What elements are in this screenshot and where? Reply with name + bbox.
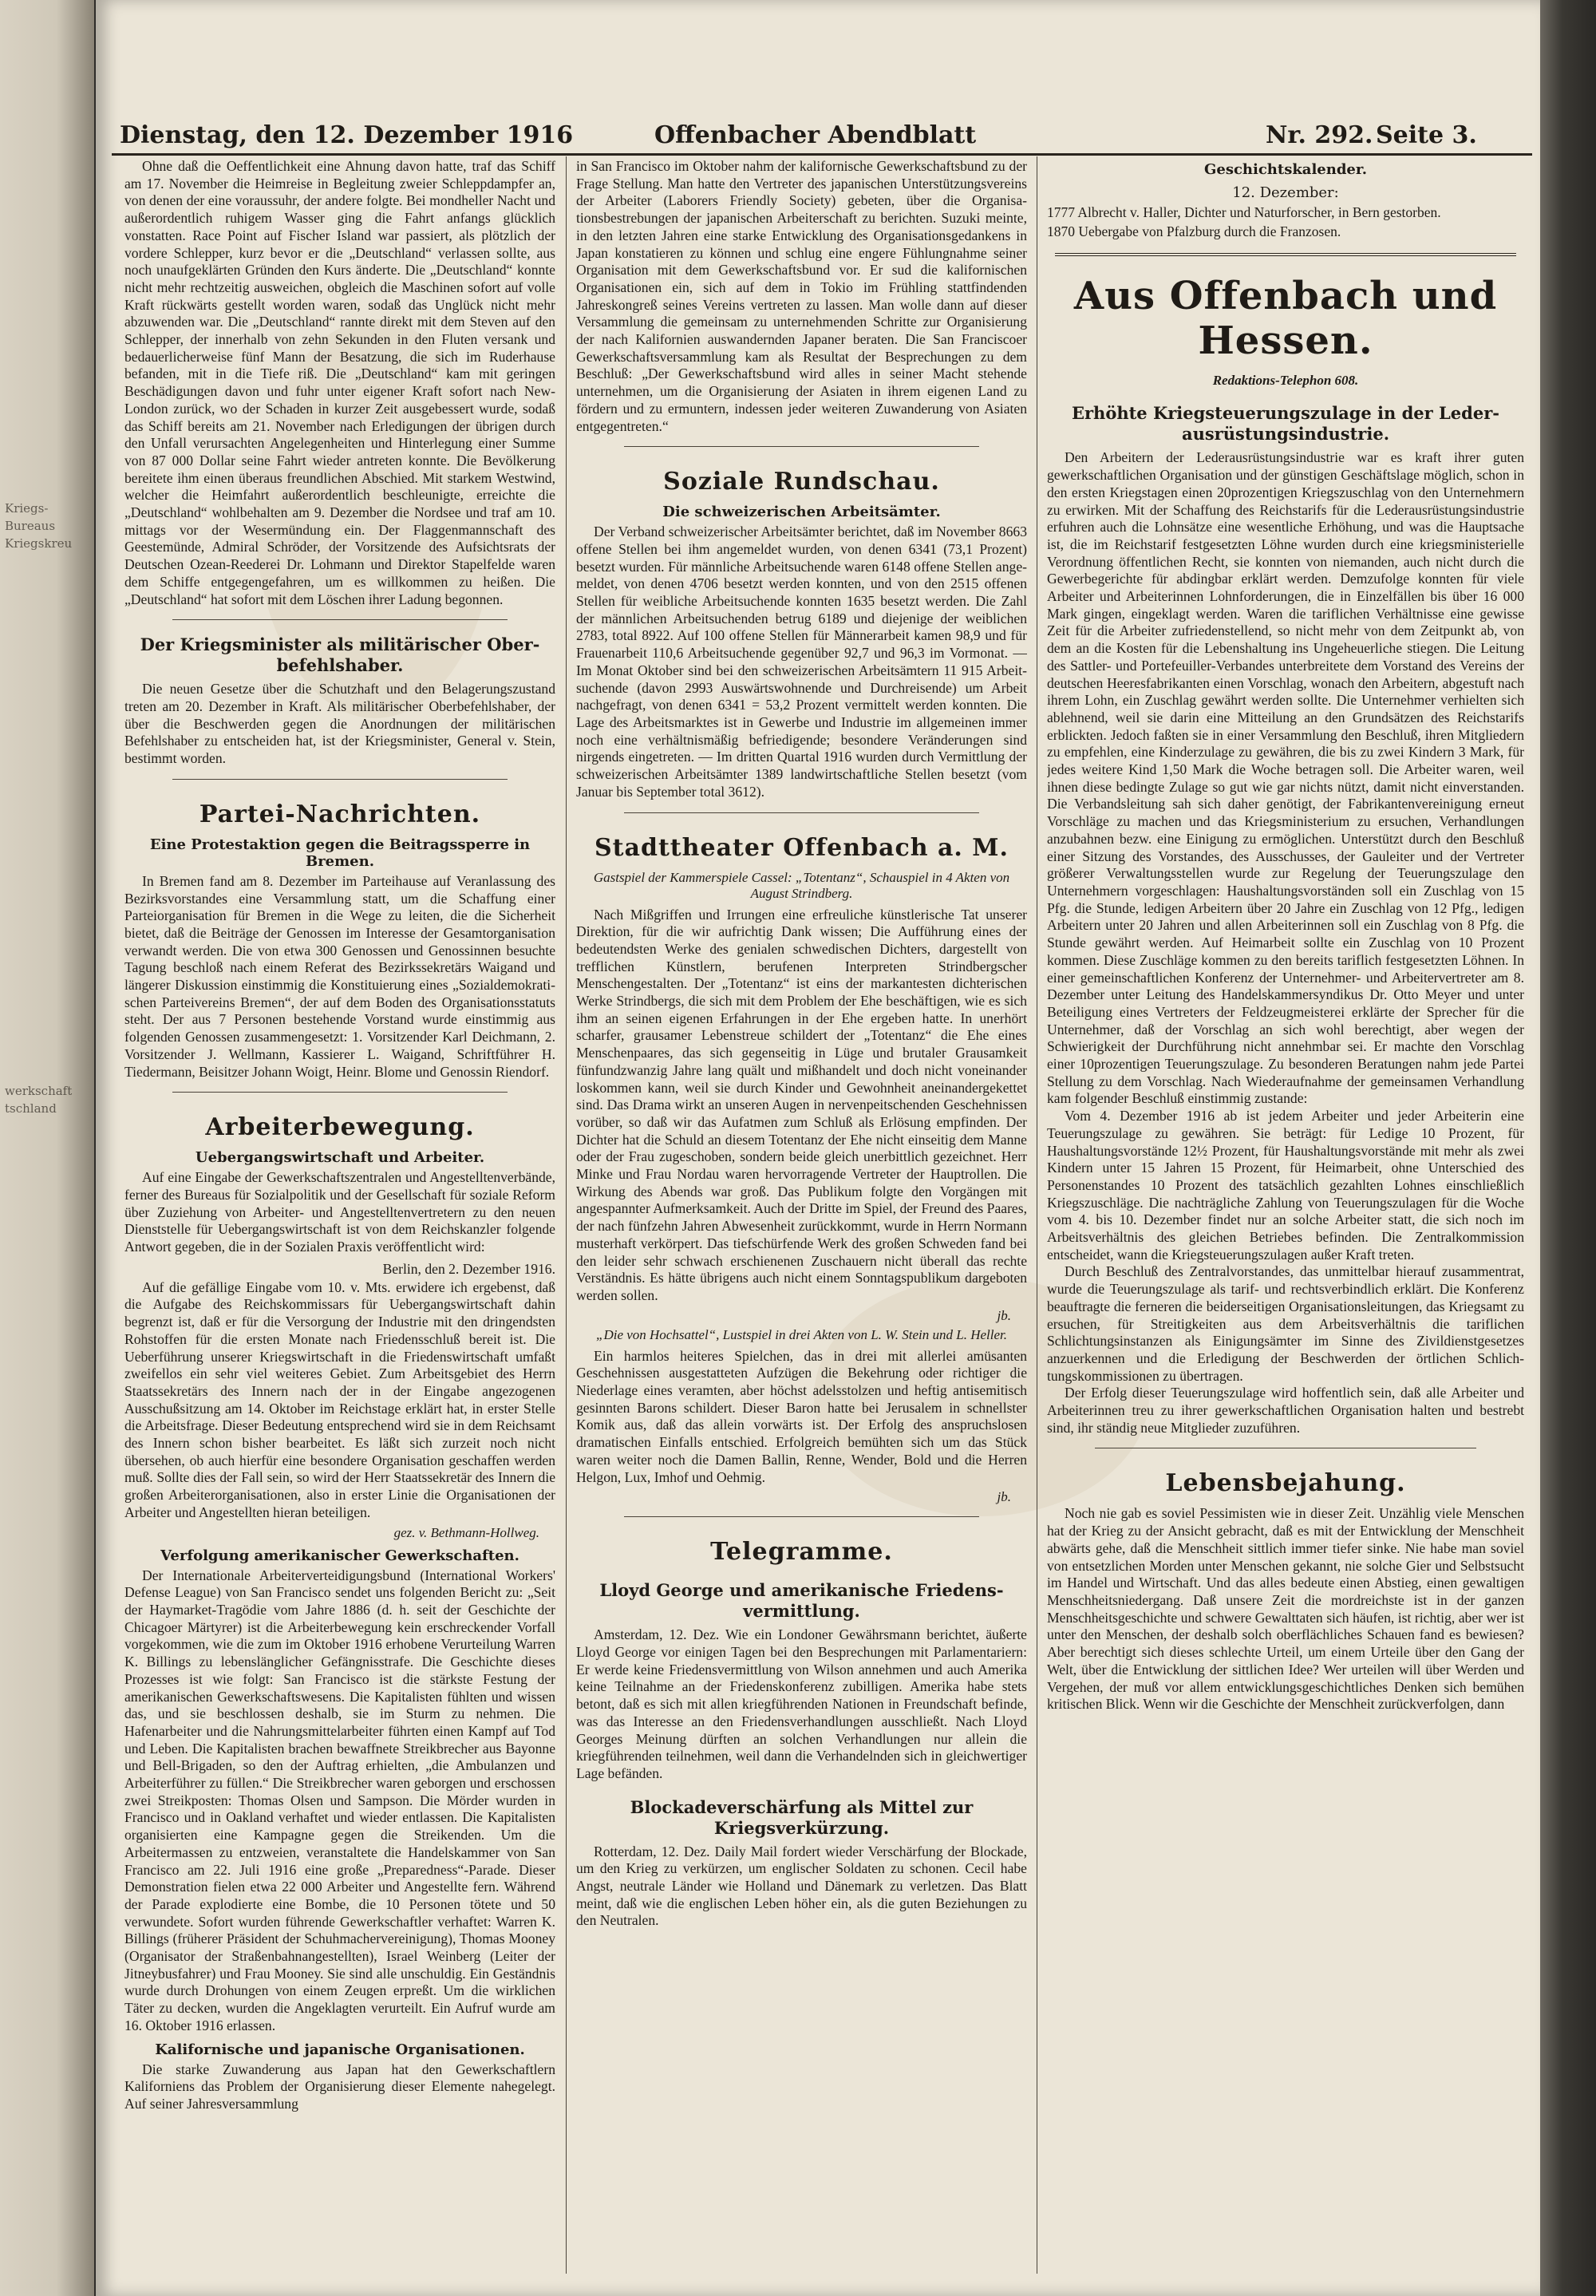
- column-rule: [566, 156, 567, 2274]
- section-divider: [1055, 253, 1516, 256]
- article-text: Der Verband schweizerischer Arbeitsämter berichtet, daß im November 8663 offene Stellen bei ihm angemeldet wurden, von denen 6341 (73,1 Prozent) besetzt wurden. Für männliche Arbeitsuchende waren 6148 offene Stellen angemeldet, von denen 4706 besetzt werden konnten, und von den 2515 offenen Stellen für weibliche Arbeitsuchende konnten 1635 besetzt werden. Die Zahl der männlichen Arbeitsuchenden betrug 6189 und diejenige der weiblichen 2783, total 8922. Auf 100 offene Stellen für Männerarbeit kamen 98,9 und für Frauenarbeit 110,6 Arbeitsuchende gegenüber 92,7 und 96,3 im Vormonat. — Im Monat Oktober sind bei den schweizerischen Arbeitsämtern 11 915 Arbeitsuchende (davon 2993 Auswärtswohnende und Durchreisende) um Arbeit nachgefragt, von denen 6341 = 53,2 Prozent vermittelt werden konnten. Die Lage des Arbeitsmarktes ist in Gewerbe und Industrie im allgemeinen immer noch eine verhältnismäßig befriedigende; besondere Veränderungen sind nirgends eingetreten. — Im dritten Quartal 1916 wurden durch Vermittlung der schweizerischen Arbeitsämter 1389 landwirtschaftliche Stellen besetzt (vom Januar bis September total 3612).: [576, 524, 1027, 800]
- section-divider: [624, 812, 979, 813]
- subheading: Die schweizerischen Arbeitsämter.: [662, 504, 941, 521]
- header-rule: [112, 153, 1532, 156]
- section-divider: [624, 446, 979, 447]
- headline-partei: Partei-Nachrichten.: [199, 800, 481, 828]
- adjacent-fragment: tschland: [5, 1101, 57, 1116]
- subheading: „Die von Hochsattel“, Lustspiel in drei Akten von L. W. Stein und L. Heller.: [595, 1326, 1007, 1342]
- article-text: Die starke Zuwanderung aus Japan hat den Gewerkschaftlern Kaliforniens das Problem der Organisierung dieser Elemente nahegelegt. Auf seiner Jahresversammlung: [124, 2061, 555, 2112]
- section-divider: [172, 619, 508, 620]
- adjacent-fragment: Kriegskreu: [5, 536, 73, 551]
- column-3: [1047, 158, 1524, 2273]
- article-text: In Bremen fand am 8. Dezember im Parteihause auf Veranlassung des Bezirksvorstandes eine Versammlung statt, um die Schaffung einer Parteiorganisation für Bremen in die Wege zu leiten, die die Sicherheit bietet, daß die Beiträge der Genossen im Interesse der Gesamtorganisation verwandt werden. Die von etwa 300 Genossen und Genossinnen besuchte Tagung beschloß nach einem Referat des Bezirkssekretärs Waigand und längerer Diskussion einstimmig die Konstituierung eines „Sozialdemokratischen Parteivereins Bremen“, der auf dem Boden des Organisationsstatuts steht. Der aus 7 Personen bestehende Vorstand wurde einstimmig aus folgenden Genossen zusammengesetzt: 1. Vorsitzender Karl Deichmann, 2. Vorsitzender J. Wellmann, Kassierer L. Waigand, Schriftführer H. Tiedermann, Beisitzer Johann Woigt, Heinr. Blome und Genossin Riendorf.: [124, 872, 555, 1080]
- subheading: Verfolgung amerikanischer Gewerkschaften.: [160, 1547, 519, 1564]
- calendar-date: 12. Dezember:: [1232, 184, 1339, 201]
- article-text: Auf eine Eingabe der Gewerkschaftszentralen und Angestelltenverbände, ferner des Bureaus für Sozialpolitik und der Gesellschaft für soziale Reform über Zuziehung von Arbeiter- und Angestelltenvertretern zu den neuen Dienststelle für Uebergangswirtschaft ist von dem Reichskanzler folgende Antwort gegeben, die in der Sozialen Praxis veröffentlicht wird:: [124, 1169, 555, 1255]
- article-text: Durch Beschluß des Zentralvorstandes, das unmittelbar hierauf zusammentrat, wurde die Teuerungszulage als tarif- und rechtsverbindlich erklärt. Die Konferenz beauftragte die ferneren die beiderseitigen Organisationsleitungen, das Kriegsamt zu ersuchen, für Streitigkeiten aus dem Arbeitsverhältnis die tariflichen Schlichtungsinstanzen als Einigungsämter im Sinne des Zivildienstgesetzes anzuerkennen und die Erledigung der Beschwerden der örtlichen Schlichtungskommissionen zu übertragen.: [1047, 1263, 1524, 1384]
- headline-stadttheater: Stadttheater Offenbach a. M.: [595, 833, 1009, 862]
- headline-lloyd-george: Lloyd George und amerikanische Friedensvermittlung.: [599, 1580, 1004, 1622]
- editorial-telephone: Redaktions-Telephon 608.: [1212, 373, 1359, 389]
- headline-kriegsteuerungszulage: Erhöhte Kriegsteuerungszulage in der Lederausrüstungsindustrie.: [1071, 403, 1499, 445]
- signature: jb.: [997, 1489, 1011, 1505]
- article-text: in San Francisco im Oktober nahm der kalifornische Gewerkschaftsbund zu der Frage Stellung. Man hatte den Vertreter des japanischen Unterstützungsvereins der Arbeiter (Laborers Friendly Society) gebeten, über die Organisationsbestrebungen der japanischen Arbeiterschaft zu berichten. Suzuki meinte, in den letzten Jahren eine starke Entwicklung des Organisationsgedankens in Japan konstatieren zu können und schlug eine engere Fühlungnahme seiner Organisation mit dem Gewerkschaftsbund vor. Er sud die kalifornischen Organisationen ein, sich auf dem in Tokio im Frühling stattfindenden Jahreskongreß seines Vereins vertreten zu lassen. Man wolle dann auf dieser Versammlung die gemeinsam zu unternehmenden Schritte zur Organisierung der nach Kalifornien auswandernden Japaner beraten. Die San Franciscoer Gewerkschaftsversammlung kam als Resultat der Besprechungen zu dem Beschluß: „Der Gewerkschaftsbund wird alles in seiner Macht stehende unternehmen, um die Organisierung der Asiaten in ihrem eigenen Land zu fördern und zu ermuntern, indessen jeder weiteren Zuwanderung von Asiaten entgegentreten.“: [576, 158, 1027, 434]
- section-divider: [172, 779, 508, 780]
- article-text: Der Erfolg dieser Teuerungszulage wird hoffentlich sein, daß alle Arbeiter und Arbeiterinnen treu zu ihrer gewerkschaftlichen Organisation halten und bestrebt sind, ihr ständig neue Mitglieder zuzuführen.: [1047, 1385, 1524, 1436]
- page-number: Seite 3.: [1376, 121, 1477, 149]
- signature: jb.: [997, 1307, 1011, 1323]
- subheading: Kalifornische und japanische Organisationen.: [155, 2041, 525, 2058]
- headline-lebensbejahung: Lebensbejahung.: [1165, 1469, 1406, 1498]
- section-divider: [624, 1516, 979, 1517]
- headline-blockade: Blockadeverschärfung als Mittel zur Kriegsverkürzung.: [630, 1796, 974, 1838]
- headline-geschichtskalender: Geschichtskalender.: [1204, 161, 1367, 178]
- subheading: Gastspiel der Kammerspiele Cassel: „Totentanz“, Schauspiel in 4 Akten von August Strindberg.: [593, 869, 1010, 901]
- article-text: Rotterdam, 12. Dez. Daily Mail fordert wieder Verschärfung der Blockade, um den Krieg zu verkürzen, um englischer Soldaten zu schonen. Cecil habe Angst, neutrale Länder wie Holland und Dänemark zu verletzen. Das Blatt meint, daß wie die englischen Leben höher ein, als die guten Beziehungen zu den Neutralen.: [576, 1843, 1027, 1929]
- article-text: Noch nie gab es soviel Pessimisten wie in dieser Zeit. Unzählig viele Menschen hat der Krieg zu der Ansicht gebracht, daß es mit der Entwicklung der Menschheit abwärts gehe, daß die Menschheit sittlich immer tiefer sinke. Nie habe man soviel von entsetzlichen Morden unter Menschen gekannt, nie solche Gier und Selbstsucht im Handel und Wirtschaft. Und das alles bedeute einen Abstieg, einen gewaltigen Menschheitsniedergang. Daß unsere Zeit die mordreichste ist in der ganzen Menschheitsgeschichte und schwere Gewalttaten sich häufen, ist richtig, aber wer ist unter den Menschen, der deshalb solch oberflächliches Schauen fand es bewiesen? Aber berechtigt sich dieses schlechte Urteil, um einem Urteile über den Gang der Welt, über die Entwicklung der sittlichen Idee? Wer urteilen will über Werden und Vergehen, der muß vor allem entwicklungsgeschichtliches Denken sich bemühen kritischen Blick. Wenn wir die Geschichte der Menschheit zurückverfolgen, dann: [1047, 1505, 1524, 1713]
- calendar-entry: 1870 Uebergabe von Pfalzburg durch die Franzosen.: [1047, 223, 1341, 239]
- section-divider: [172, 1092, 508, 1093]
- article-text: Den Arbeitern der Lederausrüstungsindustrie war es kraft ihrer guten gewerkschaftlichen Organisation und der günstigen Geschäftslage möglich, schon in den ersten Kriegstagen einen 20prozentigen Kriegszuschlag von den Unternehmern zu erwirken. Mit der Schaffung des Reichstarifs für die Lederausrüstungsindustrie erfuhren auch die Lohnsätze eine wesentliche Erhöhung, und was die Hauptsache ist, die im Reichstarif festgesetzten Löhne wurden durch eine kriegsministerielle Verordnung öffentlichen Recht, sie konnten von niemanden, auch nicht durch die Gewerbegerichte für abdingbar erklärt werden. Demzufolge konnten für viele Arbeiter und Arbeiterinnen Lohnforderungen, die in Einzelfällen bis über 16 000 Mark gingen, eingeklagt werden. Waren die tariflichen Verhältnisse eine gewisse Zeit für die Arbeiter zufriedenstellend, so nicht mehr von dem Zeitpunkt ab, von dem an die Kosten für die Lebenshaltung ins Ungeheuerliche stiegen. Die Leitung des Sattler- und Portefeuiller-Verbandes unterbreitete dem Vorstand des Vereins der deutschen Heeresfabrikanten einen Vorschlag, wonach den Arbeitern, abgestuft nach ihrem Lohn, ein Zuschlag gewährt werden sollte. Die Unternehmer verhielten sich ablehnend, weil sie darin eine Mitteilung an den Grundsätzen des Reichstarifs erblickten. Jedoch faßten sie in einer Versammlung den Beschluß, ihren Mitgliedern zu empfehlen, eine Kinderzulage zu gewähren, die bis zu zwei Kindern 3 Mark, für jedes weitere Kind 1,50 Mark die Woche betragen soll. Die Arbeiter waren, weil ihnen diese bedingte Zulage so gut wie gar nichts nützt, damit nicht einverstanden. Die Verbandsleitung sah sich daher genötigt, der Fabrikantenvereinigung erneut Vorschläge zu machen und das Kriegsministerium zu ersuchen, Verhandlungen anzubahnen bezw. eine Einigung zu ermöglichen. Unterstützt durch den Beschluß einer Sitzung des Vorstandes, des Ausschusses, der Gauleiter und der Vertreter größerer Verwaltungsstellen wurde zur Regelung der Teuerungszulage den Unternehmern vorgeschlagen: Haushaltungsvorständen soll ein Zuschlag von 15 Pfg. die Stunde, ledigen Arbeitern über 20 Jahre ein Zuschlag von 12 Pfg., ledigen Arbeitern unter 20 Jahren und allen Arbeiterinnen soll ein Zuschlag von 8 Pfg. die Stunde gewährt werden. Auf Heimarbeit sollte ein Zuschlag von 10 Prozent kommen. Diese Zuschläge kommen zu den bereits tariflich festgesetzten Löhnen. In einer gemeinschaftlichen Konferenz der Unternehmer- und Arbeitervertreter am 8. Dezember unter Leitung des Handelskammersyndikus Dr. Otto Meyer und unter Beteiligung eines Vertreters der Feldzeugmeisterei erklärte der Sprecher für die Unternehmer, daß der Vorschlag an sich wohl berechtigt, aber wegen der Schwierigkeit der Durchführung nicht annehmbar sei. Er machte den Vorschlag einer 10prozentigen Teuerungszulage. Zu besonderen Beratungen nahm jede Partei Stellung zu dem Vorschlag. Nach Wiederaufnahme der gemeinsamen Verhandlung kam folgender Beschluß einstimmig zustande:: [1047, 449, 1524, 1107]
- adjacent-fragment: werkschaft: [5, 1084, 73, 1098]
- article-text: Der Internationale Arbeiterverteidigungsbund (International Workers' Defense League) von San Francisco sendet uns folgenden Bericht zu: „Seit der Haymarket-Tragödie vom Jahre 1886 (d. h. seit der Geschichte der Chicagoer Märtyrer) ist die Arbeiterbewegung kein erschreckender Vorfall vorgekommen, wie die zum im Oktober 1916 erhobene Verurteilung Warren K. Billings zu lebenslänglicher Gefängnisstrafe. Die Geschichte dieses Prozesses ist wie folgt: San Francisco ist die stärkste Festung der amerikanischen Gewerkschaftswesens. Die Kapitalisten fühlten und wissen das, und sie beschlossen deshalb, sie im Sturm zu nehmen. Die Hafenarbeiter und die Nahrungsmittelarbeiter führten einen Kampf auf Tod und Leben. Die Kapitalisten brachen bewaffnete Streikbrecher aus Bayonne und Bell-Brigaden, so den der Auftrag erhielten, „die Ambulanzen und Arbeiterführer zu füllen.“ Die Streikbrecher waren geborgen und erschossen zwei Streikposten: Thomas Olsen und Sampson. Die Mörder wurden in Francisco und in Oakland verhaftet und wieder entlassen. Die Kapitalisten organisierten eine Kampagne gegen die Streikenden. Um die Arbeitermassen zu entzweien, veranstaltete die Handelskammer von San Francisco am 22. Juli 1916 eine große „Preparedness“-Parade. Dieser Demonstration fielen etwa 22 000 Arbeiter und Angestellte fern. Während der Parade explodierte eine Bombe, die 10 Personen tötete und 50 verwundete. Sofort wurden führende Gewerkschaftler verhaftet: Warren K. Billings (früherer Präsident der Schuhmachervereinigung), Thomas Mooney (Organisator der Straßenbahnangestellten), Israel Weinberg (Leiter der Jitneybusfahrer) und Frau Mooney. Sie sind alle unschuldig. Ein Geständnis wurde durch Drohungen von einem Zeugen erpreßt. Um die wirklichen Täter zu decken, wurden die Angeklagten verurteilt. Ein Aufruf wurde am 16. Oktober 1916 erlassen.: [124, 1567, 555, 2033]
- article-text: Die neuen Gesetze über die Schutzhaft und den Belagerungszustand treten am 20. Dezember in Kraft. Als militärischer Oberbefehlshaber, der über die Beschwerden gegen die Anordnungen der militärischen Befehlshaber zu entscheiden hat, ist der Kriegsminister, General v. Stein, bestimmt worden.: [124, 681, 555, 767]
- adjacent-fragment: Kriegs-: [5, 501, 49, 516]
- adjacent-page-strip: [0, 0, 94, 2296]
- signature: gez. v. Bethmann-Hollweg.: [393, 1524, 539, 1540]
- masthead: Offenbacher Abendblatt: [654, 121, 977, 149]
- column-2: [576, 158, 1027, 2273]
- dateline: Berlin, den 2. Dezember 1916.: [382, 1260, 555, 1277]
- calendar-entry: 1777 Albrecht v. Haller, Dichter und Naturforscher, in Bern gestorben.: [1047, 204, 1441, 220]
- subheading: Uebergangswirtschaft und Arbeiter.: [195, 1149, 485, 1167]
- article-text: Ohne daß die Oeffentlichkeit eine Ahnung davon hatte, traf das Schiff am 17. November die Heimreise in Begleitung zweier Schleppdampfer an, von denen der eine voraussuhr, der andere folgte. Bei mondheller Nacht und außerordentlich ruhigem Wasser ging die Fahrt anfangs glücklich vonstatten. Race Point auf Fischer Island war passiert, als plötzlich der vordere Schlepper, kurz bevor er die „Deutschland“ verlassen sollte, aus noch unaufgeklärten Gründen den Kurs änderte. Die „Deutschland“ konnte nicht mehr rechtzeitig ausweichen, obgleich die Maschinen sofort auf volle Kraft rückwärts gestellt worden waren, sodaß das Unglück nicht mehr abzuwenden war. Die „Deutschland“ rannte direkt mit dem Steven auf den Schlepper, der innerhalb von zehn Sekunden in den Fluten versank und bedauerlicherweise fünf Mann der Besatzung, die sich im Ruderhause befanden, mit in die Tiefe riß. Die „Deutschland“ kam mit geringen Beschädigungen davon und fuhr unter eigener Kraft sofort nach New-London zurück, wo der Schaden in kurzer Zeit ausgebessert wurde, sodaß das Schiff bereits am 21. November nach Erledigungen der übrigen durch den Unfall verursachten Angelegenheiten und Hinterlegung einer Summe von 87 000 Dollar seine Fahrt wieder antreten konnte. Die Bevölkerung bereitete ihm einen überaus freundlichen Abschied. Mit starkem Westwind, welcher die Heimfahrt außerordentlich beschleunigte, erreichte die „Deutschland“ wohlbehalten am 9. Dezember die Nordsee und traf am 10. mittags vor der Wesermündung ein. Der Flaggenmannschaft des Geestemünde, Admiral Schröder, der Vorsitzende des Aufsichtsrats der Deutschen Ozean-Reederei Dr. Lohmann und Direktor Stapelfelde waren dem Schiffe entgegengefahren, um es willkommen zu heißen. Die „Deutschland“ hat sofort mit dem Löschen ihrer Ladung begonnen.: [124, 158, 555, 607]
- article-text: Nach Mißgriffen und Irrungen eine erfreuliche künstlerische Tat unserer Direktion, für die wir aufrichtig Dank wissen; Die Aufführung eines der bedeutendsten Werke des genialen schwedischen Dichters, dargestellt von trefflichen Künstlern, berufenen Interpreten Strindbergscher Menschengestalten. Der „Totentanz“ ist eins der markantesten dichterischen Werke Strindbergs, die sich mit dem Problem der Ehe beschäftigen, wie es sich ihm an seinen eigenen Erfahrungen in der Ehe ergeben hatte. In unerhört scharfer, grausamer Lebenstreue schildert der „Totentanz“ die Ehe eines Menschenpaares, das sich gegenseitig in Lüge und brutaler Grausamkeit fünfundzwanzig Jahre lang quält und mißhandelt und doch nicht voneinander loskommen kann, weil sie durch Kinder und Gewohnheit aneinandergekettet sind. Das Drama wirkt an unseren Augen in nervenpeitschenden Geschehnissen vorüber, so daß wir das Aufatmen zum Schluß als Erlösung empfinden. Der Dichter hat die Schuld an diesem Totentanz der Ehe nicht einseitig dem Manne oder der Frau zugeschoben, sondern beide gleich unerbittlich gezeichnet. Herr Minke und Frau Nordau waren hervorragende Vertreter der Hauptrollen. Die Wirkung des Abends war groß. Das Publikum folgte den Vorgängen mit angespannter Aufmerksamkeit. Auch der Dritte im Spiel, der Freund des Paares, der nach fünfzehn Jahren Abwesenheit zurückkommt, wurde in Herrn Normann musterhaft verkörpert. Das tiefschürfende Werk des großen Schweden fand bei den leider sehr schwach erschienenen Zuschauern nicht überall das rechte Verständnis. Es hätte übrigens auch nicht einem Sonntagspublikum dargeboten werden sollen.: [576, 906, 1027, 1303]
- issue-number: Nr. 292.: [1266, 121, 1373, 149]
- headline-soziale-rundschau: Soziale Rundschau.: [663, 468, 940, 496]
- article-text: Auf die gefällige Eingabe vom 10. v. Mts. erwidere ich ergebenst, daß die Aufgabe des Reichskommissars für Uebergangswirtschaft dahin begrenzt ist, daß er für die Versorgung der Industrie mit den dringendsten Rohstoffen für die ersten Monate nach Friedensschluß bereit ist. Die Ueberführung unserer Kriegswirtschaft in die Friedenswirtschaft umfaßt zweifellos ein sehr viel weiteres Gebiet. Zum Arbeitsgebiet des Herrn Staatssekretärs des Innern nach der in der Eingabe angezogenen Ausschußsitzung am 14. Oktober im Reichstage erklärt hat, in erster Stelle die Arbeitsfrage. Dieser Bedeutung entsprechend wird sie in dem Reichsamt des Innern schon bisher bearbeitet. Es läßt sich zurzeit noch nicht übersehen, ob auch hierfür eine besondere Organisation geschaffen werden muß. Sollte dies der Fall sein, so wird der Herr Staatssekretär des Innern die großen Arbeiterorganisationen, also in erster Linie die Organisationen der Arbeiter und Angestellten hieran beteiligen.: [124, 1278, 555, 1520]
- headline-arbeiterbewegung: Arbeiterbewegung.: [205, 1113, 475, 1142]
- article-text: Amsterdam, 12. Dez. Wie ein Londoner Gewährsmann berichtet, äußerte Lloyd George vor einigen Tagen bei den Besprechungen mit Parlamentariern: Er werde keine Friedensvermittlung von Wilson annehmen und auch Amerika keine Teilnahme an der Friedenskonferenz zubilligen. Amerika habe stets betont, daß es sich mit allen kriegführenden Nationen in Freundschaft befinde, was das Interesse an den Friedensverhandlungen ausschließt. Nach Lloyd Georges Meinung dürften an solchen Verhandlungen nur allein die kriegführenden teilnehmen, weil dann die Verhandelnden sich in gleichwertiger Lage befänden.: [576, 1626, 1027, 1781]
- headline-kriegsminister: Der Kriegsminister als militärischer Oberbefehlshaber.: [140, 634, 540, 676]
- binding-edge: [1540, 0, 1596, 2296]
- subheading: Eine Protestaktion gegen die Beitragssperre in Bremen.: [149, 836, 531, 870]
- headline-telegramme: Telegramme.: [710, 1538, 893, 1567]
- adjacent-fragment: Bureaus: [5, 519, 56, 533]
- article-text: Ein harmlos heiteres Spielchen, das in drei mit allerlei amüsanten Geschehnissen ausgestatteten Aufzügen die Bekehrung oder richtiger die Niederlage eines veramten, aber höchst adelsstolzen und heftig antisemitisch gesinnten Barons schildert. Dieser Baron hatte bei Jerusalem in schnellster Komik aus, daß das allein vorwärts ist. Der Erfolg des anspruchslosen dramatischen Einfalls entschied. Erfolgreich bemühten sich um das Stück waren weiter noch die Damen Ballin, Renne, Wender, Bold und die Herren Helgon, Lux, Imhof und Oehmig.: [576, 1347, 1027, 1485]
- headline-aus-offenbach: Aus Offenbach und Hessen.: [1073, 274, 1498, 364]
- column-1: [124, 158, 555, 2273]
- newspaper-page: [96, 0, 1540, 2296]
- issue-date: Dienstag, den 12. Dezember 1916: [120, 121, 574, 149]
- article-text: Vom 4. Dezember 1916 ab ist jedem Arbeiter und jeder Arbeiterin eine Teuerungszulage zu gewähren. Sie beträgt: für Ledige 10 Prozent, für Haushaltungsvorstände 12½ Prozent, für Haushaltungsvorstände mit mehr als zwei Kindern unter 15 Jahren 15 Prozent, für Heimarbeit, ohne Unterschied des Personenstandes 10 Prozent des tatsächlich gezahlten Lohnes einschließlich Kriegszuschläge. Die nachträgliche Zahlung von Teuerungszulagen für die Woche vom 4. bis 10. Dezember findet nur an solche Arbeiter statt, die sich noch im Arbeitsverhältnis des gleichen Betriebes befinden. Die Zentralkommission entscheidet, wann die Kriegsteuerungszulagen außer Kraft treten.: [1047, 1108, 1524, 1263]
